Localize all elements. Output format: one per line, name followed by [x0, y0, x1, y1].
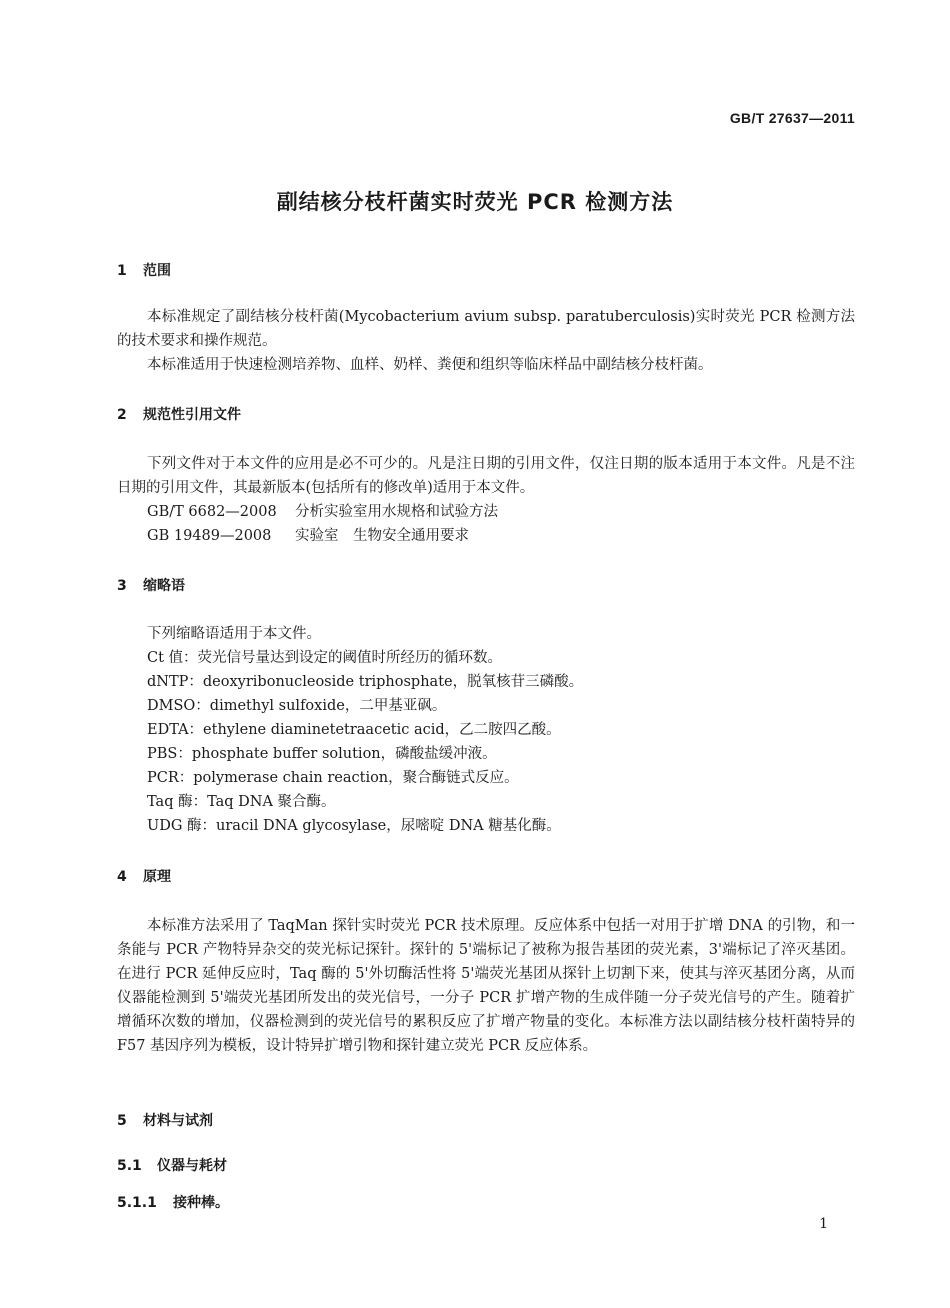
section-title: 缩略语 — [143, 578, 185, 594]
abbreviation-item: Taq 酶：Taq DNA 聚合酶。 — [147, 794, 336, 810]
section-title: 原理 — [143, 869, 171, 885]
scope-paragraph-2: 本标准适用于快速检测培养物、血样、奶样、粪便和组织等临床样品中副结核分枝杆菌。 — [147, 357, 713, 373]
subsection-title: 接种棒。 — [173, 1195, 229, 1211]
abbreviation-item: EDTA：ethylene diaminetetraacetic acid，乙二胺四乙酸。 — [147, 722, 561, 738]
reference-item — [147, 524, 469, 548]
reference-code: GB/T 6682—2008 — [147, 504, 277, 520]
section-1-heading — [117, 260, 171, 280]
section-title: 规范性引用文件 — [143, 407, 241, 423]
page-number: 1 — [819, 1216, 828, 1232]
subsection-number: 5.1.1 — [117, 1195, 157, 1211]
section-number: 1 — [117, 263, 127, 279]
section-4-heading — [117, 866, 171, 886]
abbreviation-item: dNTP：deoxyribonucleoside triphosphate，脱氧核苷三磷酸。 — [147, 674, 584, 690]
section-number: 4 — [117, 869, 127, 885]
subsection-5-1-1-heading — [117, 1192, 229, 1212]
subsection-title: 仪器与耗材 — [157, 1158, 227, 1174]
abbreviation-item: PCR：polymerase chain reaction，聚合酶链式反应。 — [147, 770, 519, 786]
section-3-heading — [117, 575, 185, 595]
section-5-heading — [117, 1110, 213, 1130]
subsection-number: 5.1 — [117, 1158, 142, 1174]
reference-title: 分析实验室用水规格和试验方法 — [295, 504, 498, 520]
abbreviation-item: PBS：phosphate buffer solution，磷酸盐缓冲液。 — [147, 746, 497, 762]
section-title: 范围 — [143, 263, 171, 279]
standard-code: GB/T 27637—2011 — [729, 110, 855, 126]
document-title: 副结核分枝杆菌实时荧光 PCR 检测方法 — [276, 190, 674, 214]
principle-paragraph: 本标准方法采用了 TaqMan 探针实时荧光 PCR 技术原理。反应体系中包括一对用于扩增 DNA 的引物，和一条能与 PCR 产物特异杂交的荧光标记探针。探针的 5'端标记了被称为报告基团的荧光素，3'端标记了淬灭基团。在进行 PCR 延伸反应时，Taq 酶的 5'外切酶活性将 5'端荧光基团从探针上切割下来，使其与淬灭基团分离，从而仪器能检测到 5'端荧光基团所发出的荧光信号，一分子 PCR 扩增产物的生成伴随一分子荧光信号的产生。随着扩增循环次数的增加，仪器检测到的荧光信号的累积反应了扩增产物量的变化。本标准方法以副结核分枝杆菌特异的 F57 基因序列为模板，设计特异扩增引物和探针建立荧光 PCR 反应体系。 — [117, 918, 855, 1054]
section-number: 3 — [117, 578, 127, 594]
abbreviations-intro: 下列缩略语适用于本文件。 — [147, 626, 321, 642]
section-2-heading — [117, 404, 241, 424]
references-paragraph: 下列文件对于本文件的应用是必不可少的。凡是注日期的引用文件，仅注日期的版本适用于本文件。凡是不注日期的引用文件，其最新版本(包括所有的修改单)适用于本文件。 — [117, 456, 855, 496]
abbreviation-item: UDG 酶：uracil DNA glycosylase，尿嘧啶 DNA 糖基化酶。 — [147, 818, 561, 834]
section-title: 材料与试剂 — [143, 1113, 213, 1129]
abbreviation-item: Ct 值：荧光信号量达到设定的阈值时所经历的循环数。 — [147, 650, 503, 666]
section-number: 2 — [117, 407, 127, 423]
scope-paragraph-1: 本标准规定了副结核分枝杆菌(Mycobacterium avium subsp. paratuberculosis)实时荧光 PCR 检测方法的技术要求和操作规范。 — [117, 309, 855, 349]
section-number: 5 — [117, 1113, 127, 1129]
reference-item — [147, 500, 498, 524]
abbreviation-item: DMSO：dimethyl sulfoxide，二甲基亚砜。 — [147, 698, 447, 714]
reference-title: 实验室 生物安全通用要求 — [295, 528, 469, 544]
subsection-5-1-heading — [117, 1155, 227, 1175]
reference-code: GB 19489—2008 — [147, 528, 272, 544]
